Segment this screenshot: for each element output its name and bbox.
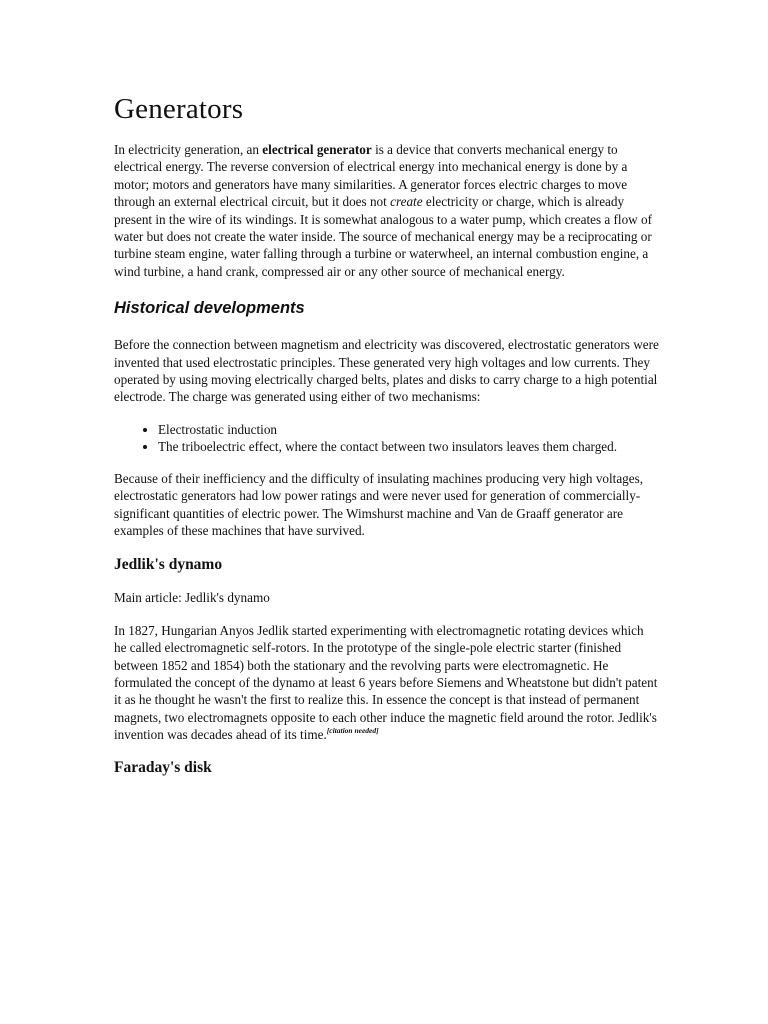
jedlik-paragraph — [114, 622, 659, 744]
intro-text-3: electricity or charge, which is already present in the wire of its windings. It is somewhat analogous to a water pump, which creates a flow of water but does not create the water inside. The source of mechanical energy may be a reciprocating or turbine steam engine, water falling through a turbine or waterwheel, an internal combustion engine, a wind turbine, a hand crank, compressed air or any other source of mechanical energy. — [114, 194, 652, 279]
intro-italic-term: create — [390, 194, 423, 210]
inefficiency-paragraph: Because of their inefficiency and the difficulty of insulating machines producing very high voltages, electrostatic generators had low power ratings and were never used for generation of commercially-significant quantities of electric power. The Wimshurst machine and Van de Graaff generator are examples of these machines that have survived. — [114, 470, 644, 538]
intro-paragraph — [114, 141, 659, 280]
intro-text-1: In electricity generation, an — [114, 142, 263, 157]
section-heading-jedlik: Jedlik's dynamo — [114, 556, 223, 574]
section-heading-faraday: Faraday's disk — [114, 758, 212, 776]
article-body — [114, 93, 659, 792]
jedlik-text: In 1827, Hungarian Anyos Jedlik started experimenting with electromagnetic rotating devices which he called electromagnetic self-rotors. In the prototype of the single-pole electric starter (finished between 1852 and 1854) both the stationary and the revolving parts were electromagnetic. He formulated the concept of the dynamo at least 6 years before Siemens and Wheatstone but didn't patent it as he thought he wasn't the first to realize this. In essence the concept is that instead of permanent magnets, two electromagnets opposite to each other induce the magnetic field around the rotor. Jedlik's invention was decades ahead of its time. — [114, 622, 658, 743]
list-item: • Electrostatic induction — [158, 421, 659, 438]
page-title: Generators — [114, 93, 244, 125]
intro-text-2: is a device that converts mechanical energy to electrical energy. The reverse conversion of electrical energy into mechanical energy is done by a motor; motors and generators have many similarities. A generator forces electric charges to move through an external electrical circuit, but it does not — [114, 142, 628, 210]
list-item: • The triboelectric effect, where the contact between two insulators leaves them charged. — [158, 438, 659, 455]
citation-needed: [citation needed] — [326, 726, 379, 736]
section-heading-historical: Historical developments — [114, 299, 305, 318]
main-article-note: Main article: Jedlik's dynamo — [114, 590, 270, 606]
intro-bold-term: electrical generator — [262, 142, 372, 157]
mechanisms-list — [114, 421, 659, 456]
historical-paragraph: Before the connection between magnetism and electricity was discovered, electrostatic generators were invented that used electrostatic principles. These generated very high voltages and low currents. They operated by using moving electrically charged belts, plates and disks to carry charge to a high potential electrode. The charge was generated using either of two mechanisms: — [114, 337, 659, 405]
